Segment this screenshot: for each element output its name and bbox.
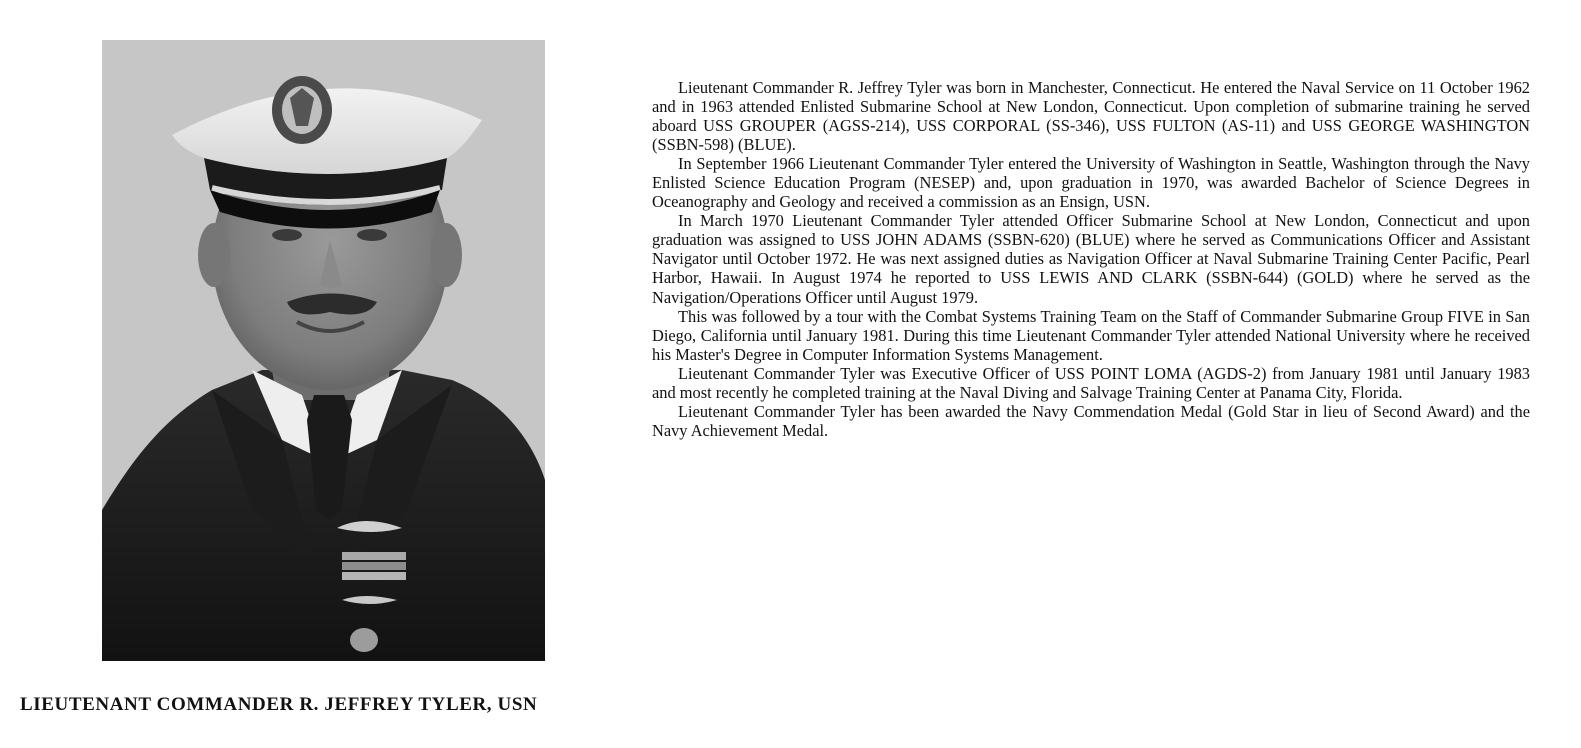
bio-paragraph: Lieutenant Commander Tyler was Executive Officer of USS POINT LOMA (AGDS-2) from January 1981 until January 1983 and most recently he completed training at the Naval Diving and Salvage Training Center at Panama City, Florida. bbox=[652, 363, 1530, 402]
bio-paragraph: In September 1966 Lieutenant Commander Tyler entered the University of Washington in Seattle, Washington through the Navy Enlisted Science Education Program (NESEP) and, upon graduation in 1970, was awarded Bachelor of Science Degrees in Oceanography and Geology and received a commission as an Ensign, USN. bbox=[652, 154, 1530, 212]
bio-paragraph: Lieutenant Commander Tyler has been awarded the Navy Commendation Medal (Gold Star in lieu of Second Award) and the Navy Achievement Medal. bbox=[652, 401, 1530, 440]
biography-text bbox=[652, 78, 1530, 440]
portrait-caption: LIEUTENANT COMMANDER R. JEFFREY TYLER, USN bbox=[20, 694, 538, 715]
bio-paragraph: This was followed by a tour with the Combat Systems Training Team on the Staff of Commander Submarine Group FIVE in San Diego, California until January 1981. During this time Lieutenant Commander Tyler attended National University where he received his Master's Degree in Computer Information Systems Management. bbox=[652, 306, 1530, 364]
officer-portrait-image bbox=[102, 40, 545, 661]
bio-paragraph: In March 1970 Lieutenant Commander Tyler attended Officer Submarine School at New London, Connecticut and upon graduation was assigned to USS JOHN ADAMS (SSBN-620) (BLUE) where he served as Communications Officer and Assistant Navigator until October 1972. He was next assigned duties as Navigation Officer at Naval Submarine Training Center Pacific, Pearl Harbor, Hawaii. In August 1974 he reported to USS LEWIS AND CLARK (SSBN-644) (GOLD) where he served as the Navigation/Operations Officer until August 1979. bbox=[652, 211, 1530, 307]
bio-paragraph: Lieutenant Commander R. Jeffrey Tyler was born in Manchester, Connecticut. He entered the Naval Service on 11 October 1962 and in 1963 attended Enlisted Submarine School at New London, Connecticut. Upon completion of submarine training he served aboard USS GROUPER (AGSS-214), USS CORPORAL (SS-346), USS FULTON (AS-11) and USS GEORGE WASHINGTON (SSBN-598) (BLUE). bbox=[652, 78, 1530, 155]
portrait-photo bbox=[102, 40, 545, 661]
